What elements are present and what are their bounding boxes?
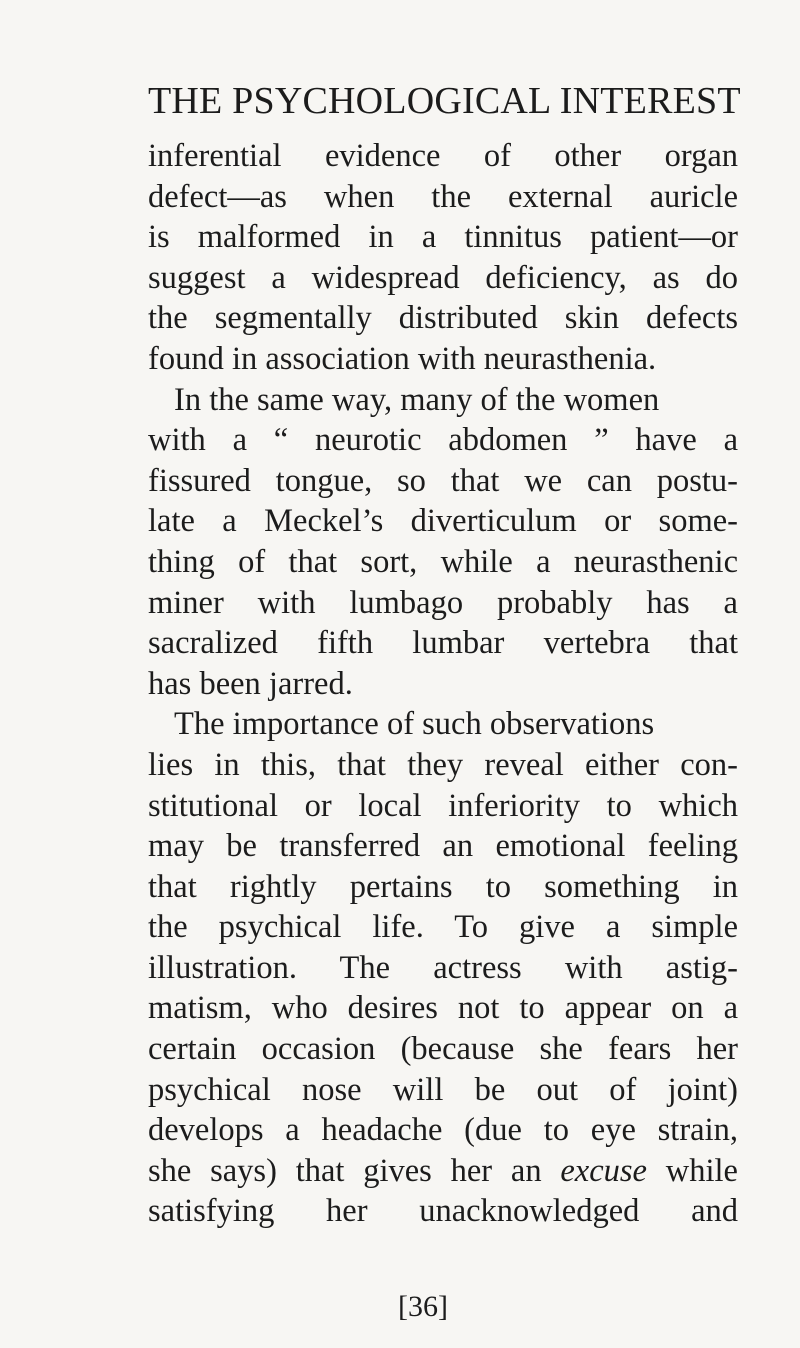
text-line: inferential evidence of other organ bbox=[148, 138, 738, 174]
body-text bbox=[148, 136, 748, 1232]
text-line bbox=[148, 1151, 738, 1192]
text-line: may be transferred an emotional feeling bbox=[148, 828, 738, 865]
text-line: with a “ neurotic abdomen ” have a bbox=[148, 422, 738, 459]
running-head: THE PSYCHOLOGICAL INTEREST bbox=[148, 80, 741, 122]
text-line: has been jarred. bbox=[148, 665, 353, 702]
text-line: late a Meckel’s diverticulum or some- bbox=[148, 503, 738, 540]
text-line: stitutional or local inferiority to which bbox=[148, 787, 738, 824]
text-line: The importance of such observations bbox=[174, 706, 655, 743]
text-line: suggest a widespread deficiency, as do bbox=[148, 259, 738, 296]
text-line: develops a headache (due to eye strain, bbox=[148, 1112, 738, 1149]
text-line-part: she says) that gives her an bbox=[148, 1152, 542, 1189]
text-line: the psychical life. To give a simple bbox=[148, 909, 738, 946]
text-line: satisfying her unacknowledged and bbox=[148, 1193, 738, 1230]
text-line: illustration. The actress with astig- bbox=[148, 949, 738, 986]
text-line: matism, who desires not to appear on a bbox=[148, 990, 738, 1027]
text-line: that rightly pertains to something in bbox=[148, 868, 738, 905]
text-line: certain occasion (because she fears her bbox=[148, 1031, 738, 1068]
text-line: sacralized fifth lumbar vertebra that bbox=[148, 625, 738, 662]
text-line: found in association with neurasthenia. bbox=[148, 340, 657, 377]
text-line: fissured tongue, so that we can postu- bbox=[148, 462, 738, 499]
text-line: the segmentally distributed skin defects bbox=[148, 300, 738, 337]
text-line: defect—as when the external auricle bbox=[148, 178, 738, 215]
text-line: is malformed in a tinnitus patient—or bbox=[148, 219, 738, 256]
text-line: lies in this, that they reveal either con- bbox=[148, 746, 738, 783]
page-number: [36] bbox=[398, 1290, 448, 1323]
text-line: In the same way, many of the women bbox=[174, 381, 660, 418]
italic-word: excuse bbox=[560, 1152, 647, 1189]
text-line: thing of that sort, while a neurasthenic bbox=[148, 543, 738, 580]
text-line: psychical nose will be out of joint) bbox=[148, 1071, 738, 1108]
text-line: miner with lumbago probably has a bbox=[148, 584, 738, 621]
text-line-part: while bbox=[665, 1152, 738, 1189]
